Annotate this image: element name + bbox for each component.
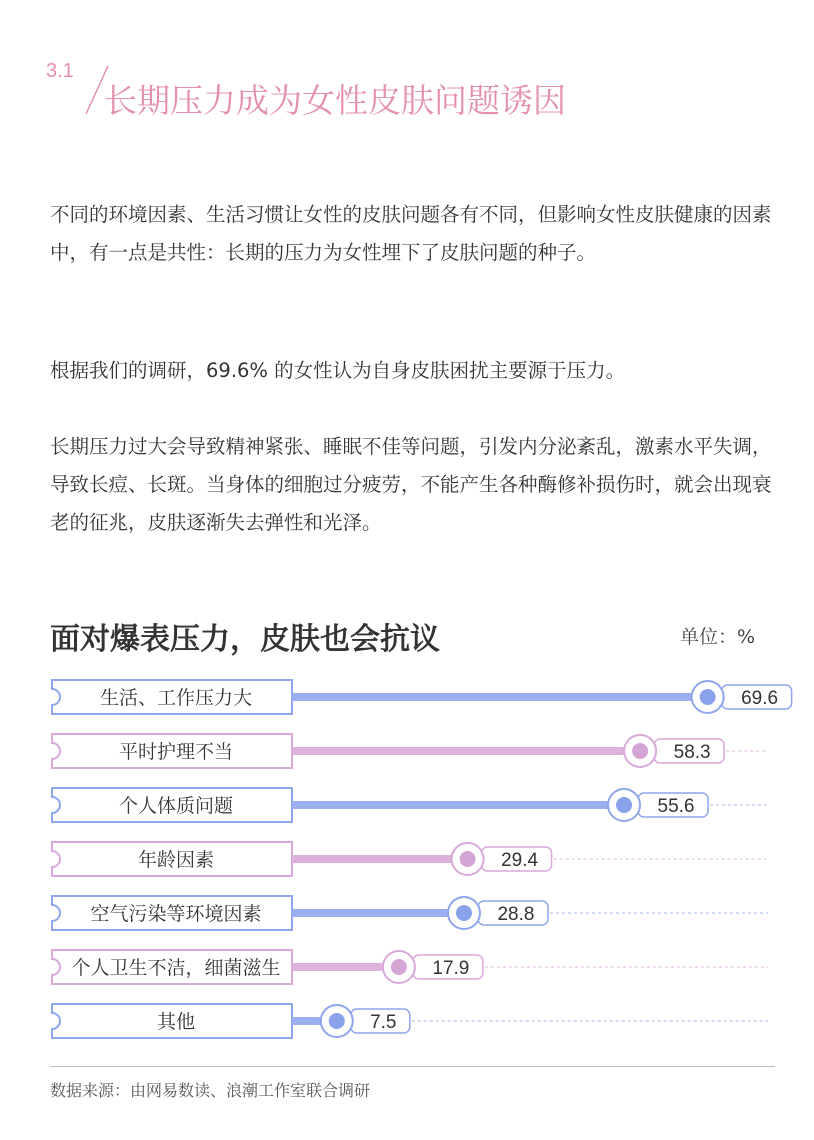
data-label: 17.9 [432,958,470,979]
category-label: 个人卫生不洁，细菌滋生 [71,957,281,979]
category-label: 空气污染等环境因素 [90,903,262,925]
category-label: 年龄因素 [137,849,215,871]
section-title: 长期压力成为女性皮肤问题诱因 [104,81,566,120]
data-label: 55.6 [657,796,695,817]
bar-end-dot [329,1013,345,1029]
bar-end-dot [700,689,716,705]
chart-title: 面对爆表压力，皮肤也会抗议 [50,622,440,657]
bar-end-dot [456,905,472,921]
bar [292,693,708,701]
bar-end-dot [460,851,476,867]
bar [292,747,640,755]
section-number: 3.1 [46,60,74,82]
bar [292,855,468,863]
category-label: 其他 [156,1011,196,1033]
category-label: 平时护理不当 [118,741,234,763]
category-label: 个人体质问题 [118,795,234,817]
bar-end-dot [391,959,407,975]
bar [292,801,624,809]
data-label: 29.4 [501,850,539,871]
bar-end-dot [632,743,648,759]
data-label: 58.3 [673,742,711,763]
section-header [44,60,764,130]
data-source: 数据来源：由网易数读、浪潮工作室联合调研 [50,1081,371,1100]
bar [292,909,464,917]
source-divider [50,1066,775,1067]
paragraph-survey: 根据我们的调研，69.6% 的女性认为自身皮肤困扰主要源于压力。 [50,359,626,382]
data-label: 7.5 [370,1012,397,1033]
paragraph-explanation: 长期压力过大会导致精神紧张、睡眠不佳等问题，引发内分泌紊乱，激素水平失调，导致长痘、长斑。当身体的细胞过分疲劳，不能产生各种酶修补损伤时，就会出现衰老的征兆，皮肤逐渐失去弹性和光泽。 [50,435,772,534]
category-label: 生活、工作压力大 [99,687,253,709]
bar-chart [0,660,814,1060]
data-label: 28.8 [497,904,535,925]
paragraph-intro: 不同的环境因素、生活习惯让女性的皮肤问题各有不同，但影响女性皮肤健康的因素中，有一点是共性：长期的压力为女性埋下了皮肤问题的种子。 [50,203,772,264]
chart-unit-label: 单位：% [680,626,756,648]
data-label: 69.6 [741,688,779,709]
bar-end-dot [616,797,632,813]
